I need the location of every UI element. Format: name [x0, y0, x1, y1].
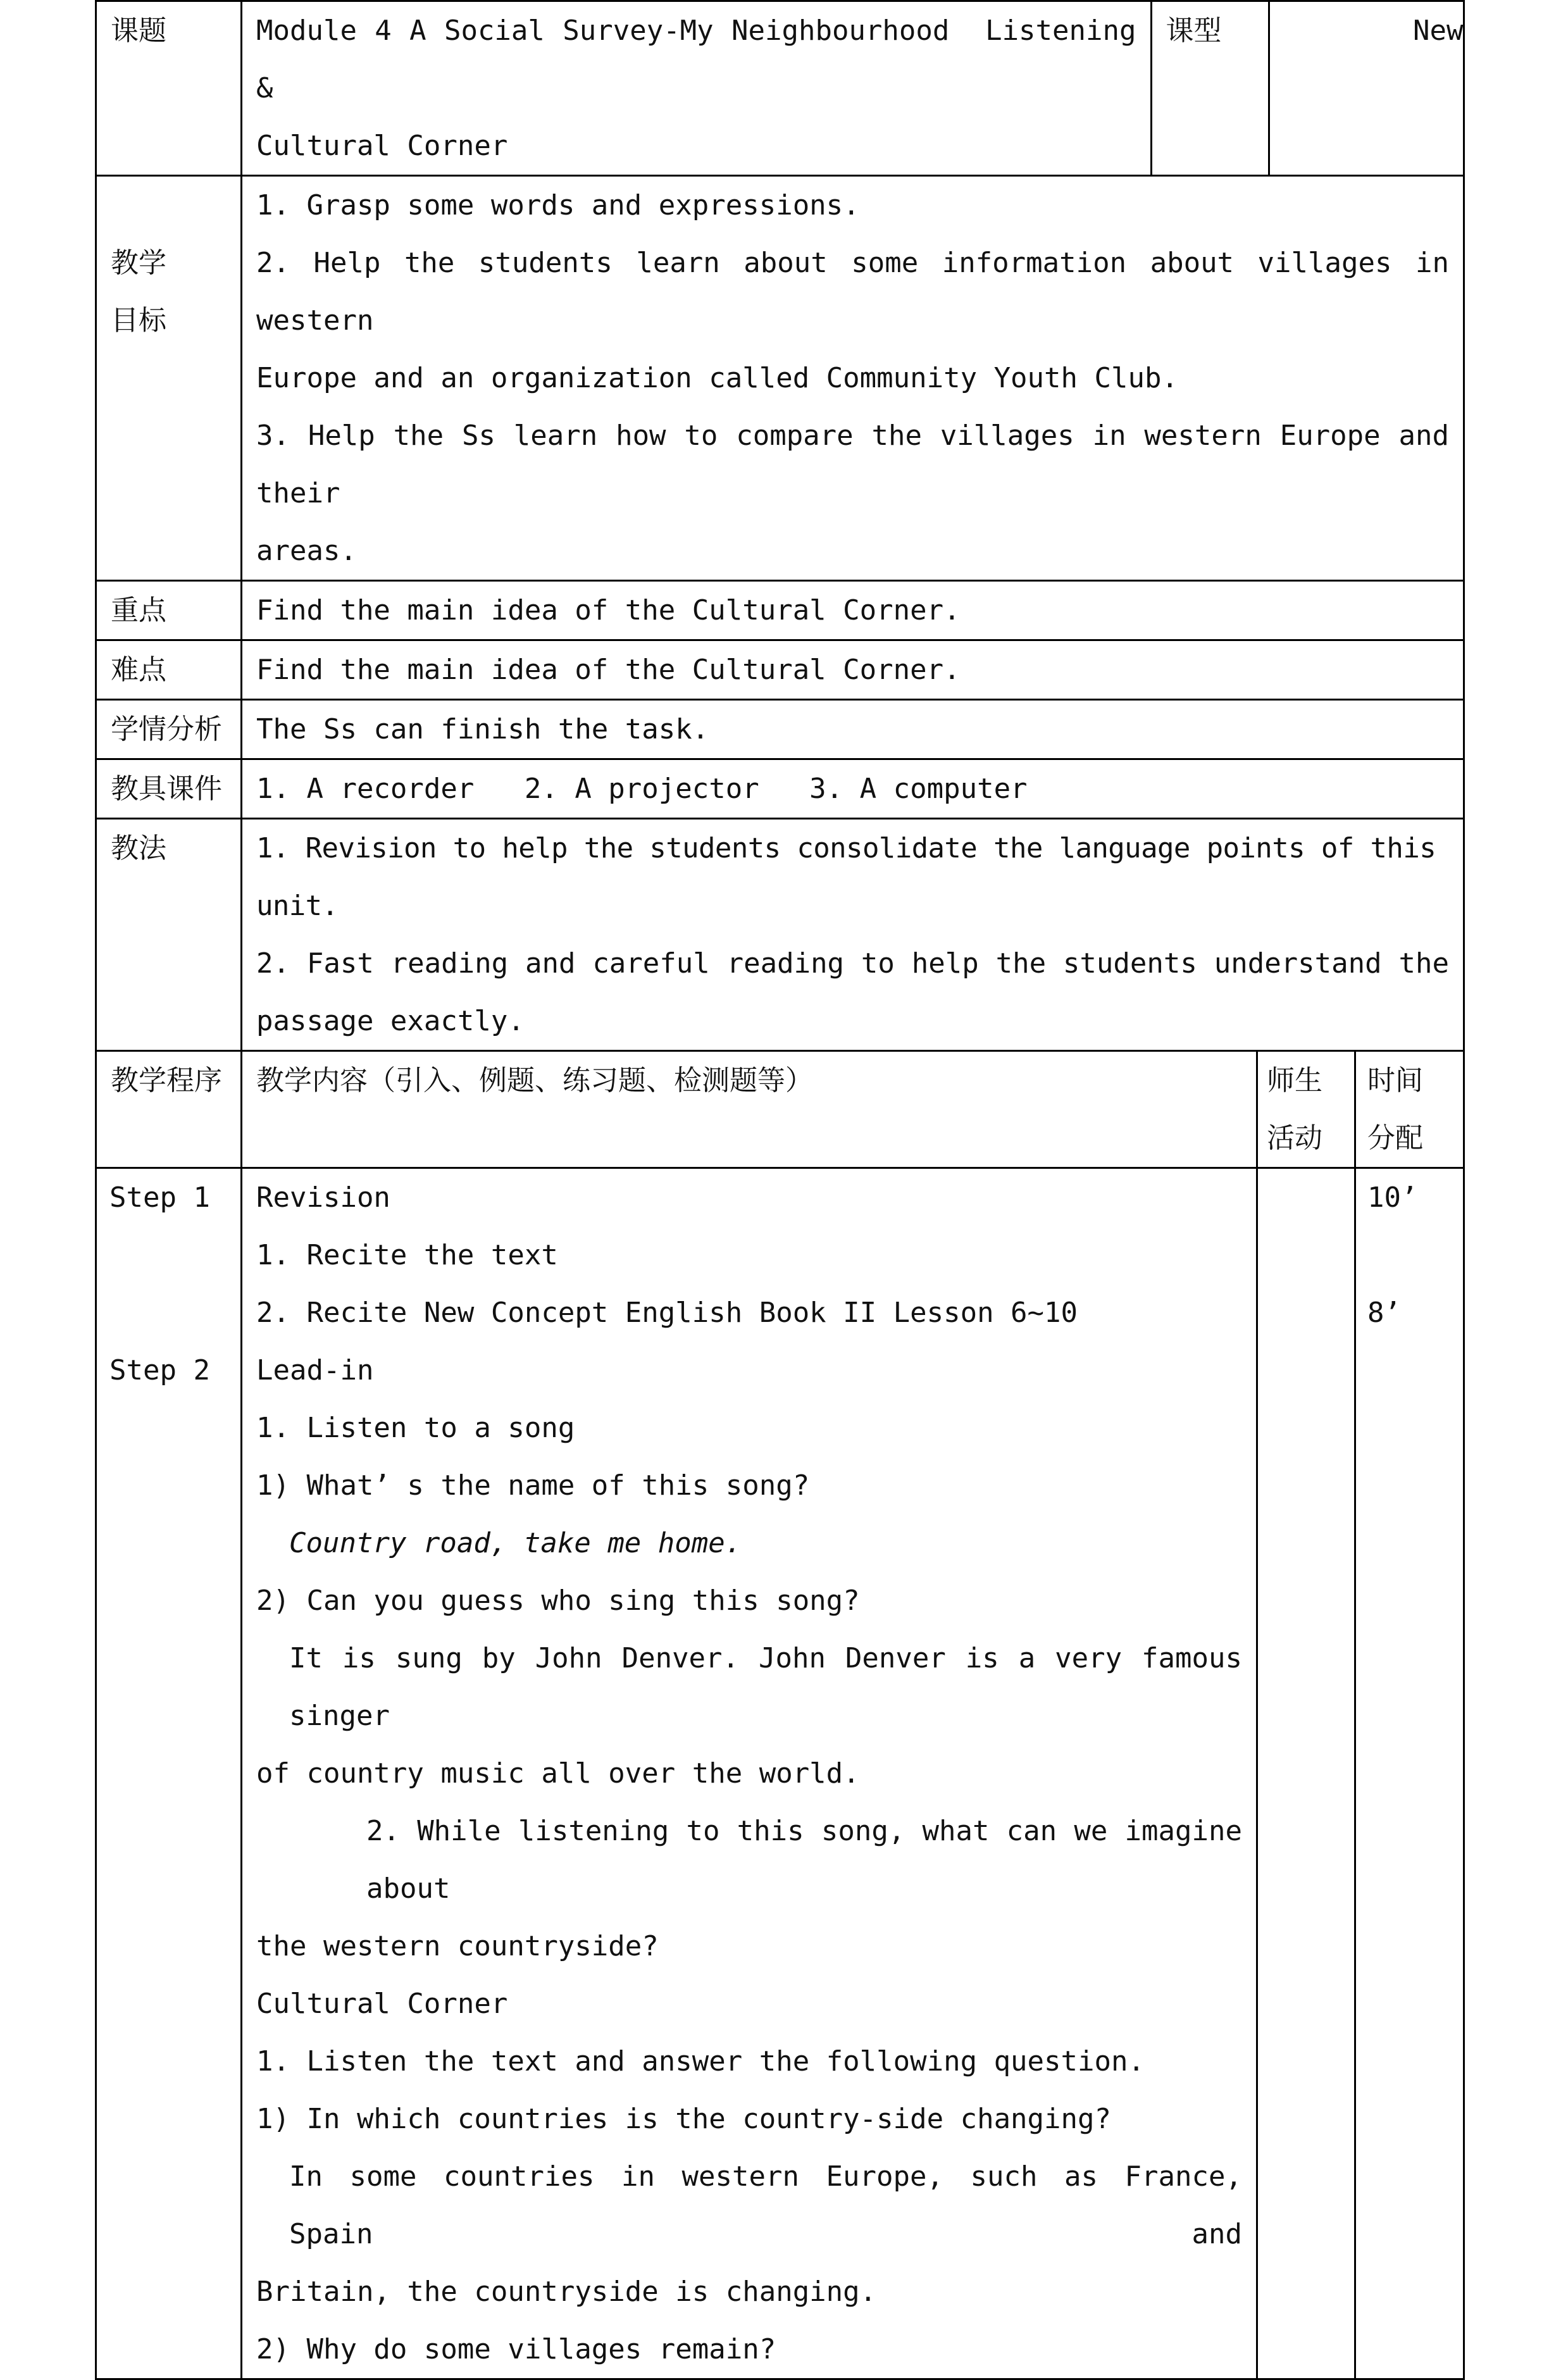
step-labels — [96, 1168, 242, 2379]
topic-label: 课题 — [96, 1, 242, 176]
objectives-label: 教学 目标 — [96, 176, 242, 581]
steps-time — [1355, 1168, 1464, 2379]
time-step-2: 8’ — [1367, 1297, 1401, 1329]
list-item: the western countryside? — [256, 1930, 659, 1962]
steps-activity — [1257, 1168, 1355, 2379]
list-item: Britain, the countryside is changing. — [256, 2276, 877, 2308]
lesson-plan-table — [95, 0, 1465, 2380]
methods-row — [96, 819, 1464, 1051]
key-point-label: 重点 — [96, 581, 242, 640]
list-item: Cultural Corner — [256, 1988, 508, 2020]
list-item: 1. Listen to a song — [256, 1412, 575, 1444]
methods-content: 1. Revision to help the students consolidate the language points of this unit. 2. Fast reading and careful reading to help the students understand the passage exactly. — [242, 819, 1464, 1051]
type-label: 课型 — [1151, 2, 1269, 175]
topic-value: Module 4 A Social Survey-My Neighbourhood Listening & Cultural Corner — [242, 2, 1151, 175]
list-item: 1) In which countries is the country-side changing? — [256, 2103, 1112, 2135]
list-item: 2) Can you guess who sing this song? — [256, 1585, 860, 1617]
step-2-label: Step 2 — [109, 1354, 210, 1386]
topic-cell — [242, 1, 1464, 176]
list-item: 2. While listening to this song, what can we imagine about — [366, 1815, 1259, 1905]
type-value: New — [1413, 15, 1464, 47]
teaching-aids-label: 教具课件 — [96, 759, 242, 819]
list-item: 2) Why do some villages remain? — [256, 2333, 776, 2365]
objectives-row — [96, 176, 1464, 581]
list-item: It is sung by John Denver. John Denver is a very famous singer — [289, 1642, 1259, 1732]
list-item: Revision — [256, 1181, 390, 1214]
list-item: Country road, take me home. — [289, 1527, 742, 1559]
list-item: 1. Listen the text and answer the following question. — [256, 2045, 1145, 2078]
list-item: Lead-in — [256, 1354, 374, 1386]
difficult-point-label: 难点 — [96, 640, 242, 700]
list-item: 1) What’ s the name of this song? — [256, 1469, 810, 1502]
time-step-1: 10’ — [1367, 1181, 1418, 1214]
time-header: 时间 分配 — [1355, 1051, 1464, 1168]
procedure-header-row — [96, 1051, 1464, 1168]
student-analysis-text: The Ss can finish the task. — [242, 700, 1464, 759]
key-point-text: Find the main idea of the Cultural Corner. — [242, 581, 1464, 640]
difficult-point-row — [96, 640, 1464, 700]
objectives-content: 1. Grasp some words and expressions. 2. Help the students learn about some information about villages in western Europe and an organization called Community Youth Club. 3. Help the Ss learn how to compare the villages in western Europe and their areas. — [242, 176, 1464, 581]
key-point-row — [96, 581, 1464, 640]
list-item: of country music all over the world. — [256, 1757, 860, 1790]
teaching-aids-row — [96, 759, 1464, 819]
steps-content — [242, 1168, 1257, 2379]
difficult-point-text: Find the main idea of the Cultural Corner. — [242, 640, 1464, 700]
list-item: In some countries in western Europe, such as France, Spain and — [289, 2160, 1259, 2250]
teaching-aids-text: 1. A recorder 2. A projector 3. A computer — [242, 759, 1464, 819]
student-analysis-row — [96, 700, 1464, 759]
topic-inner-table — [242, 2, 1549, 175]
list-item: 1. Recite the text — [256, 1239, 558, 1271]
student-analysis-label: 学情分析 — [96, 700, 242, 759]
methods-label: 教法 — [96, 819, 242, 1051]
procedure-content-header: 教学内容（引入、例题、练习题、检测题等） — [242, 1051, 1257, 1168]
list-item: 2. Recite New Concept English Book II Lesson 6~10 — [256, 1297, 1078, 1329]
procedure-label: 教学程序 — [96, 1051, 242, 1168]
activity-header: 师生 活动 — [1257, 1051, 1355, 1168]
topic-row — [96, 1, 1464, 176]
step-1-label: Step 1 — [109, 1181, 210, 1214]
steps-row — [96, 1168, 1464, 2379]
